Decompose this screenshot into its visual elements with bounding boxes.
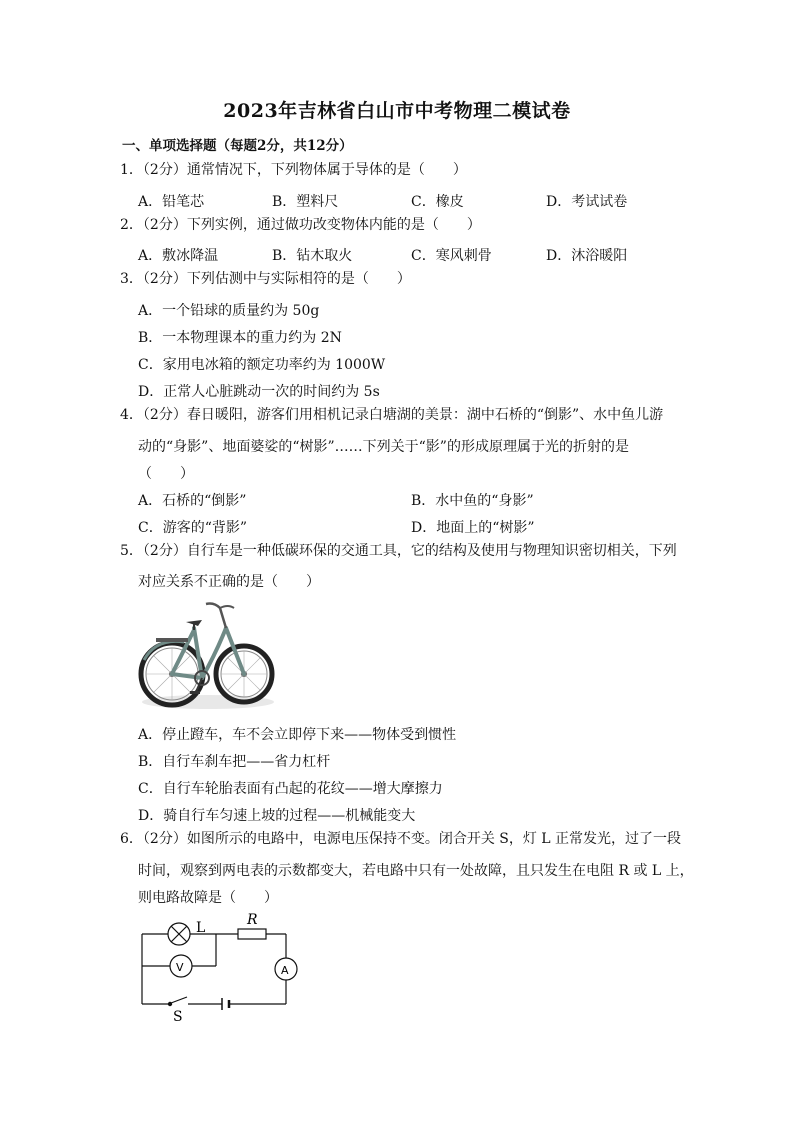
- bicycle-image: [136, 598, 278, 712]
- question-2-stem: 2．（2分）下列实例，通过做功改变物体内能的是（ ）: [120, 217, 481, 233]
- q3-option-d: D．正常人心脏跳动一次的时间约为 5s: [138, 384, 380, 400]
- q1-option-a: A．铅笔芯: [138, 194, 205, 210]
- q1-option-b: B．塑料尺: [272, 194, 339, 210]
- question-6-stem: 6．（2分）如图所示的电路中，电源电压保持不变。闭合开关 S，灯 L 正常发光，过了一段: [120, 831, 682, 847]
- question-5-stem-line-2: 对应关系不正确的是（ ）: [138, 574, 320, 590]
- page-title: 2023年吉林省白山市中考物理二模试卷: [223, 100, 571, 122]
- question-3-stem: 3．（2分）下列估测中与实际相符的是（ ）: [120, 271, 411, 287]
- question-4-stem-line-3: （ ）: [138, 466, 194, 482]
- q5-option-a: A．停止蹬车，车不会立即停下来——物体受到惯性: [138, 727, 457, 743]
- switch-label: S: [173, 1009, 183, 1024]
- q2-option-d: D．沐浴暖阳: [546, 248, 628, 264]
- question-4-stem: 4．（2分）春日暖阳，游客们用相机记录白塘湖的美景：湖中石桥的“倒影”、水中鱼儿游: [120, 407, 664, 423]
- q3-option-b: B．一本物理课本的重力约为 2N: [138, 330, 342, 346]
- q5-option-b: B．自行车刹车把——省力杠杆: [138, 754, 331, 770]
- q1-option-d: D．考试试卷: [546, 194, 628, 210]
- q4-option-b: B．水中鱼的“身影”: [411, 493, 534, 509]
- lamp-label: L: [196, 920, 206, 936]
- question-6-stem-line-3: 则电路故障是（ ）: [138, 890, 278, 906]
- q3-option-c: C．家用电冰箱的额定功率约为 1000W: [138, 357, 386, 373]
- question-5-stem: 5．（2分）自行车是一种低碳环保的交通工具，它的结构及使用与物理知识密切相关，下列: [120, 543, 677, 559]
- q2-option-a: A．敷冰降温: [138, 248, 219, 264]
- section-heading: 一、单项选择题（每题2分，共12分）: [122, 138, 353, 154]
- q4-option-a: A．石桥的“倒影”: [138, 493, 247, 509]
- q1-option-c: C．橡皮: [411, 194, 464, 210]
- resistor-label: R: [247, 912, 258, 928]
- q4-option-d: D．地面上的“树影”: [411, 520, 535, 536]
- circuit-diagram: [132, 908, 308, 1024]
- q4-option-c: C．游客的“背影”: [138, 520, 248, 536]
- question-4-stem-line-2: 动的“身影”、地面婆娑的“树影”……下列关于“影”的形成原理属于光的折射的是: [138, 439, 629, 455]
- q3-option-a: A．一个铅球的质量约为 50g: [138, 303, 320, 319]
- q5-option-c: C．自行车轮胎表面有凸起的花纹——增大摩擦力: [138, 781, 443, 797]
- question-6-stem-line-2: 时间，观察到两电表的示数都变大，若电路中只有一处故障，且只发生在电阻 R 或 L 上，: [138, 863, 694, 879]
- voltmeter-label: V: [176, 961, 184, 974]
- q5-option-d: D．骑自行车匀速上坡的过程——机械能变大: [138, 808, 416, 824]
- question-1-stem: 1．（2分）通常情况下，下列物体属于导体的是（ ）: [120, 162, 467, 178]
- q2-option-b: B．钻木取火: [272, 248, 353, 264]
- q2-option-c: C．寒风刺骨: [411, 248, 492, 264]
- ammeter-label: A: [281, 964, 289, 977]
